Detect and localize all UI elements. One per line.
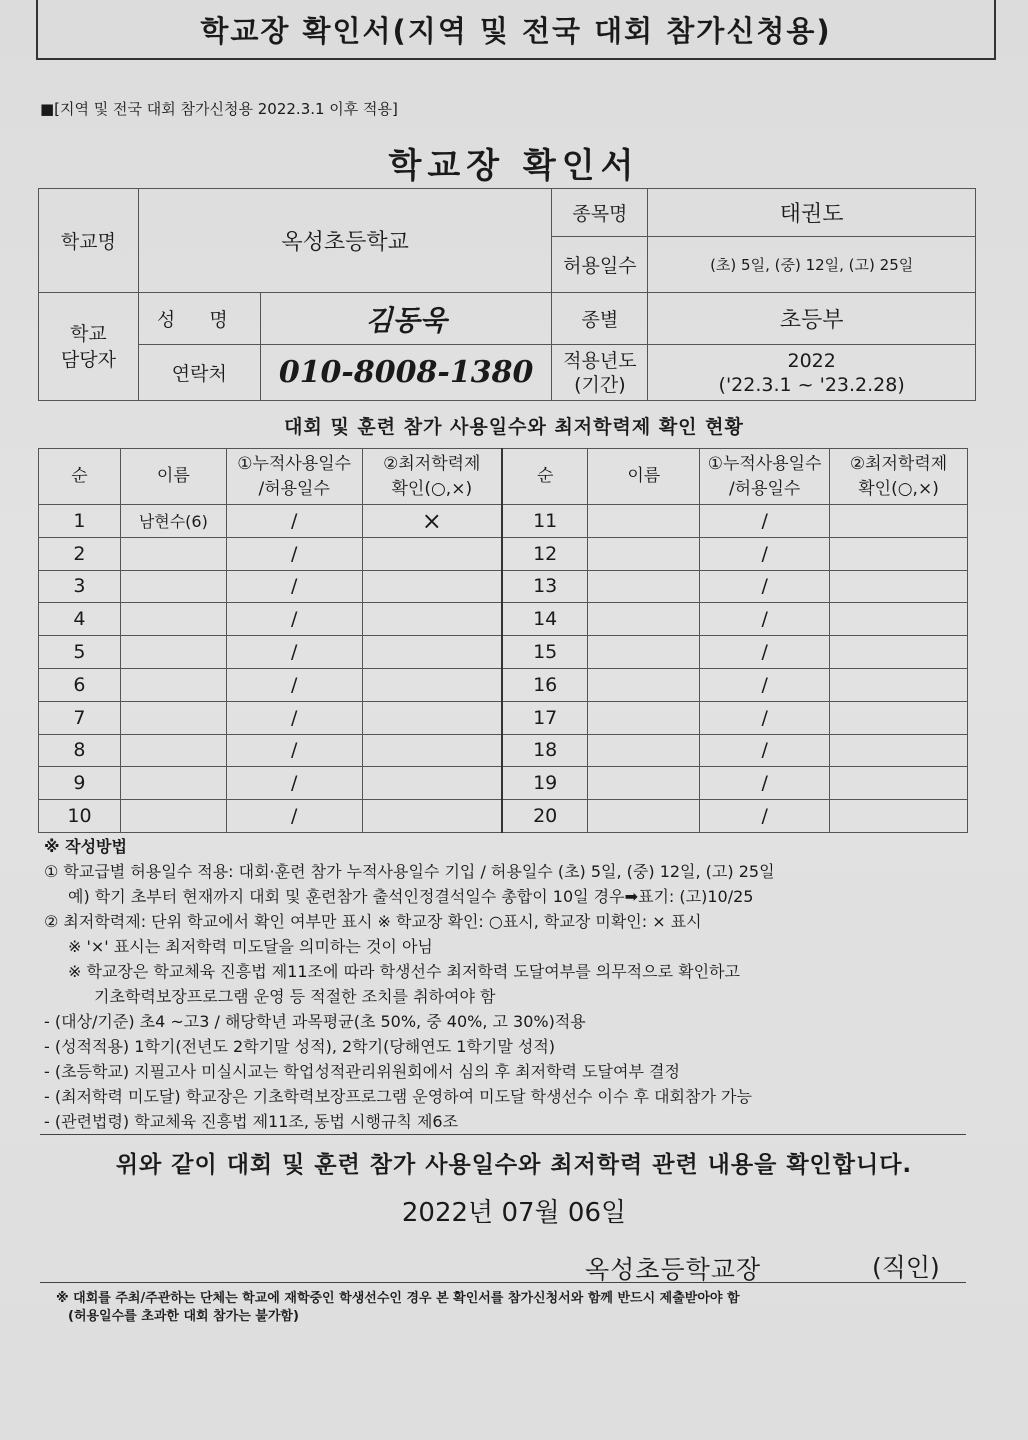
row-no: 15: [502, 636, 588, 669]
instruction-line: ※ '×' 표시는 최저학력 미도달을 의미하는 것이 아님: [68, 937, 433, 956]
table-row: [39, 734, 968, 767]
row-min-mark: [362, 570, 502, 603]
sport-value: 태권도: [648, 189, 976, 237]
row-days: /: [700, 537, 830, 570]
row-days: /: [700, 636, 830, 669]
row-no: 18: [502, 734, 588, 767]
row-days: /: [700, 701, 830, 734]
col-days-left: ①누적사용일수 /허용일수: [226, 449, 362, 505]
col-min-right: ②최저학력제 확인(○,×): [830, 449, 968, 505]
period-value: ('22.3.1 ~ '23.2.28): [718, 373, 905, 396]
header-title-box: [36, 0, 996, 60]
table-row: [39, 701, 968, 734]
row-min-mark: [830, 668, 968, 701]
school-label: 학교명: [39, 189, 139, 293]
allow-value: (초) 5일, (중) 12일, (고) 25일: [648, 237, 976, 293]
row-name: [120, 603, 226, 636]
row-no: 12: [502, 537, 588, 570]
row-name: [120, 537, 226, 570]
row-no: 9: [39, 767, 121, 800]
name-label: 성 명: [138, 293, 260, 345]
row-name: [120, 701, 226, 734]
table-row: [39, 603, 968, 636]
row-no: 5: [39, 636, 121, 669]
row-no: 14: [502, 603, 588, 636]
row-no: 17: [502, 701, 588, 734]
row-no: 7: [39, 701, 121, 734]
row-name: [120, 800, 226, 833]
instruction-line: ※ 학교장은 학교체육 진흥법 제11조에 따라 학생선수 최저학력 도달여부를 의무적으로 확인하고: [68, 962, 740, 981]
row-name: [588, 767, 700, 800]
row-min-mark: [362, 734, 502, 767]
usage-table: [38, 448, 968, 833]
row-name: [120, 767, 226, 800]
sport-label: 종목명: [552, 189, 648, 237]
row-min-mark: [830, 734, 968, 767]
table-row: [39, 505, 968, 538]
instruction-line: 기초학력보장프로그램 운영 등 적절한 조치를 취하여야 함: [94, 987, 496, 1006]
col-name-left: 이름: [120, 449, 226, 505]
year-cell: [648, 345, 976, 401]
row-name: [588, 505, 700, 538]
contact-label: 연락처: [138, 345, 260, 401]
row-min-mark: [830, 603, 968, 636]
table-row: [39, 570, 968, 603]
col-no-left: 순: [39, 449, 121, 505]
row-min-mark: [362, 800, 502, 833]
divider: [40, 1134, 966, 1135]
row-days: /: [226, 701, 362, 734]
row-min-mark: [830, 701, 968, 734]
row-days: /: [700, 570, 830, 603]
issue-date: 2022년 07월 06일: [401, 1198, 627, 1228]
row-min-mark: [362, 537, 502, 570]
contact-handwritten: 010-8008-1380: [260, 345, 552, 401]
row-no: 2: [39, 537, 121, 570]
instruction-line: - (최저학력 미도달) 학교장은 기초학력보장프로그램 운영하여 미도달 학생선수 이수 후 대회참가 가능: [44, 1087, 752, 1106]
confirm-statement: 위와 같이 대회 및 훈련 참가 사용일수와 최저학력 관련 내용을 확인합니다.: [115, 1152, 913, 1178]
header-title: 학교장 확인서(지역 및 전국 대회 참가신청용): [200, 13, 832, 48]
school-value: 옥성초등학교: [138, 189, 552, 293]
row-days: /: [226, 800, 362, 833]
table-row: [39, 800, 968, 833]
row-name: [588, 537, 700, 570]
row-days: /: [700, 668, 830, 701]
row-no: 10: [39, 800, 121, 833]
row-min-mark: [362, 767, 502, 800]
row-no: 20: [502, 800, 588, 833]
row-name: [588, 636, 700, 669]
row-days: /: [700, 800, 830, 833]
row-name: [120, 570, 226, 603]
col-no-right: 순: [502, 449, 588, 505]
row-name: [120, 636, 226, 669]
row-min-mark: [830, 800, 968, 833]
col-name-right: 이름: [588, 449, 700, 505]
footnote-line: ※ 대회를 주최/주관하는 단체는 학교에 재학중인 학생선수인 경우 본 확인서를 참가신청서와 함께 반드시 제출받아야 함: [56, 1291, 740, 1306]
row-days: /: [700, 767, 830, 800]
instruction-line: ② 최저학력제: 단위 학교에서 확인 여부만 표시 ※ 학교장 확인: ○표시, 학교장 미확인: × 표시: [44, 912, 702, 931]
row-min-mark: [830, 636, 968, 669]
year-label: 적용년도 (기간): [552, 345, 648, 401]
instruction-line: 예) 학기 초부터 현재까지 대회 및 훈련참가 출석인정결석일수 총합이 10일 경우➡표기: (고)10/25: [68, 887, 754, 906]
row-days: /: [226, 767, 362, 800]
row-no: 11: [502, 505, 588, 538]
row-no: 19: [502, 767, 588, 800]
info-table: [38, 188, 976, 401]
type-label: 종별: [552, 293, 648, 345]
row-name: [120, 734, 226, 767]
instruction-line: ① 학교급별 허용일수 적용: 대회·훈련 참가 누적사용일수 기입 / 허용일수 (초) 5일, (중) 12일, (고) 25일: [44, 862, 775, 881]
divider: [40, 1282, 966, 1283]
official-seal: (직인): [872, 1253, 940, 1282]
row-name: [588, 701, 700, 734]
table-row: [39, 767, 968, 800]
teacher-label: 학교 담당자: [39, 293, 139, 401]
row-days: /: [226, 734, 362, 767]
type-value: 초등부: [648, 293, 976, 345]
instruction-line: - (대상/기준) 초4 ~고3 / 해당학년 과목평균(초 50%, 중 40%, 고 30%)적용: [44, 1012, 586, 1031]
instruction-line: - (관련법령) 학교체육 진흥법 제11조, 동법 시행규칙 제6조: [44, 1112, 459, 1131]
row-no: 4: [39, 603, 121, 636]
row-days: /: [700, 734, 830, 767]
row-min-mark: [362, 701, 502, 734]
row-name: [588, 734, 700, 767]
table-row: [39, 636, 968, 669]
page-title: 학교장 확인서: [388, 146, 640, 186]
row-min-mark: [830, 570, 968, 603]
col-min-left: ②최저학력제 확인(○,×): [362, 449, 502, 505]
row-no: 1: [39, 505, 121, 538]
row-name: [588, 668, 700, 701]
notice-line: ■[지역 및 전국 대회 참가신청용 2022.3.1 이후 적용]: [40, 100, 398, 118]
row-no: 6: [39, 668, 121, 701]
row-no: 13: [502, 570, 588, 603]
row-name: 남현수(6): [120, 505, 226, 538]
name-signature: 김동욱: [260, 293, 552, 345]
row-name: [588, 800, 700, 833]
row-min-mark: [362, 668, 502, 701]
table-row: [39, 537, 968, 570]
row-name: [120, 668, 226, 701]
row-min-mark: [362, 603, 502, 636]
row-min-mark: ×: [362, 505, 502, 538]
allow-label: 허용일수: [552, 237, 648, 293]
instructions: [44, 834, 984, 1134]
row-days: /: [700, 603, 830, 636]
row-days: /: [700, 505, 830, 538]
row-days: /: [226, 603, 362, 636]
row-days: /: [226, 537, 362, 570]
row-min-mark: [830, 537, 968, 570]
footnote: [56, 1290, 740, 1326]
instructions-heading: ※ 작성방법: [44, 837, 127, 856]
row-no: 3: [39, 570, 121, 603]
row-days: /: [226, 570, 362, 603]
instruction-line: - (초등학교) 지필고사 미실시교는 학업성적관리위원회에서 심의 후 최저학력 도달여부 결정: [44, 1062, 680, 1081]
row-days: /: [226, 636, 362, 669]
row-no: 16: [502, 668, 588, 701]
row-min-mark: [830, 767, 968, 800]
row-name: [588, 570, 700, 603]
row-days: /: [226, 505, 362, 538]
instruction-line: - (성적적용) 1학기(전년도 2학기말 성적), 2학기(당해연도 1학기말 성적): [44, 1037, 556, 1056]
row-min-mark: [362, 636, 502, 669]
table-row: [39, 668, 968, 701]
row-min-mark: [830, 505, 968, 538]
footnote-line: (허용일수를 초과한 대회 참가는 불가함): [68, 1309, 299, 1324]
row-no: 8: [39, 734, 121, 767]
principal-name: 옥성초등학교장: [585, 1255, 762, 1284]
col-days-right: ①누적사용일수 /허용일수: [700, 449, 830, 505]
status-subtitle: 대회 및 훈련 참가 사용일수와 최저학력제 확인 현황: [284, 416, 744, 438]
row-name: [588, 603, 700, 636]
row-days: /: [226, 668, 362, 701]
year-value: 2022: [787, 349, 836, 372]
